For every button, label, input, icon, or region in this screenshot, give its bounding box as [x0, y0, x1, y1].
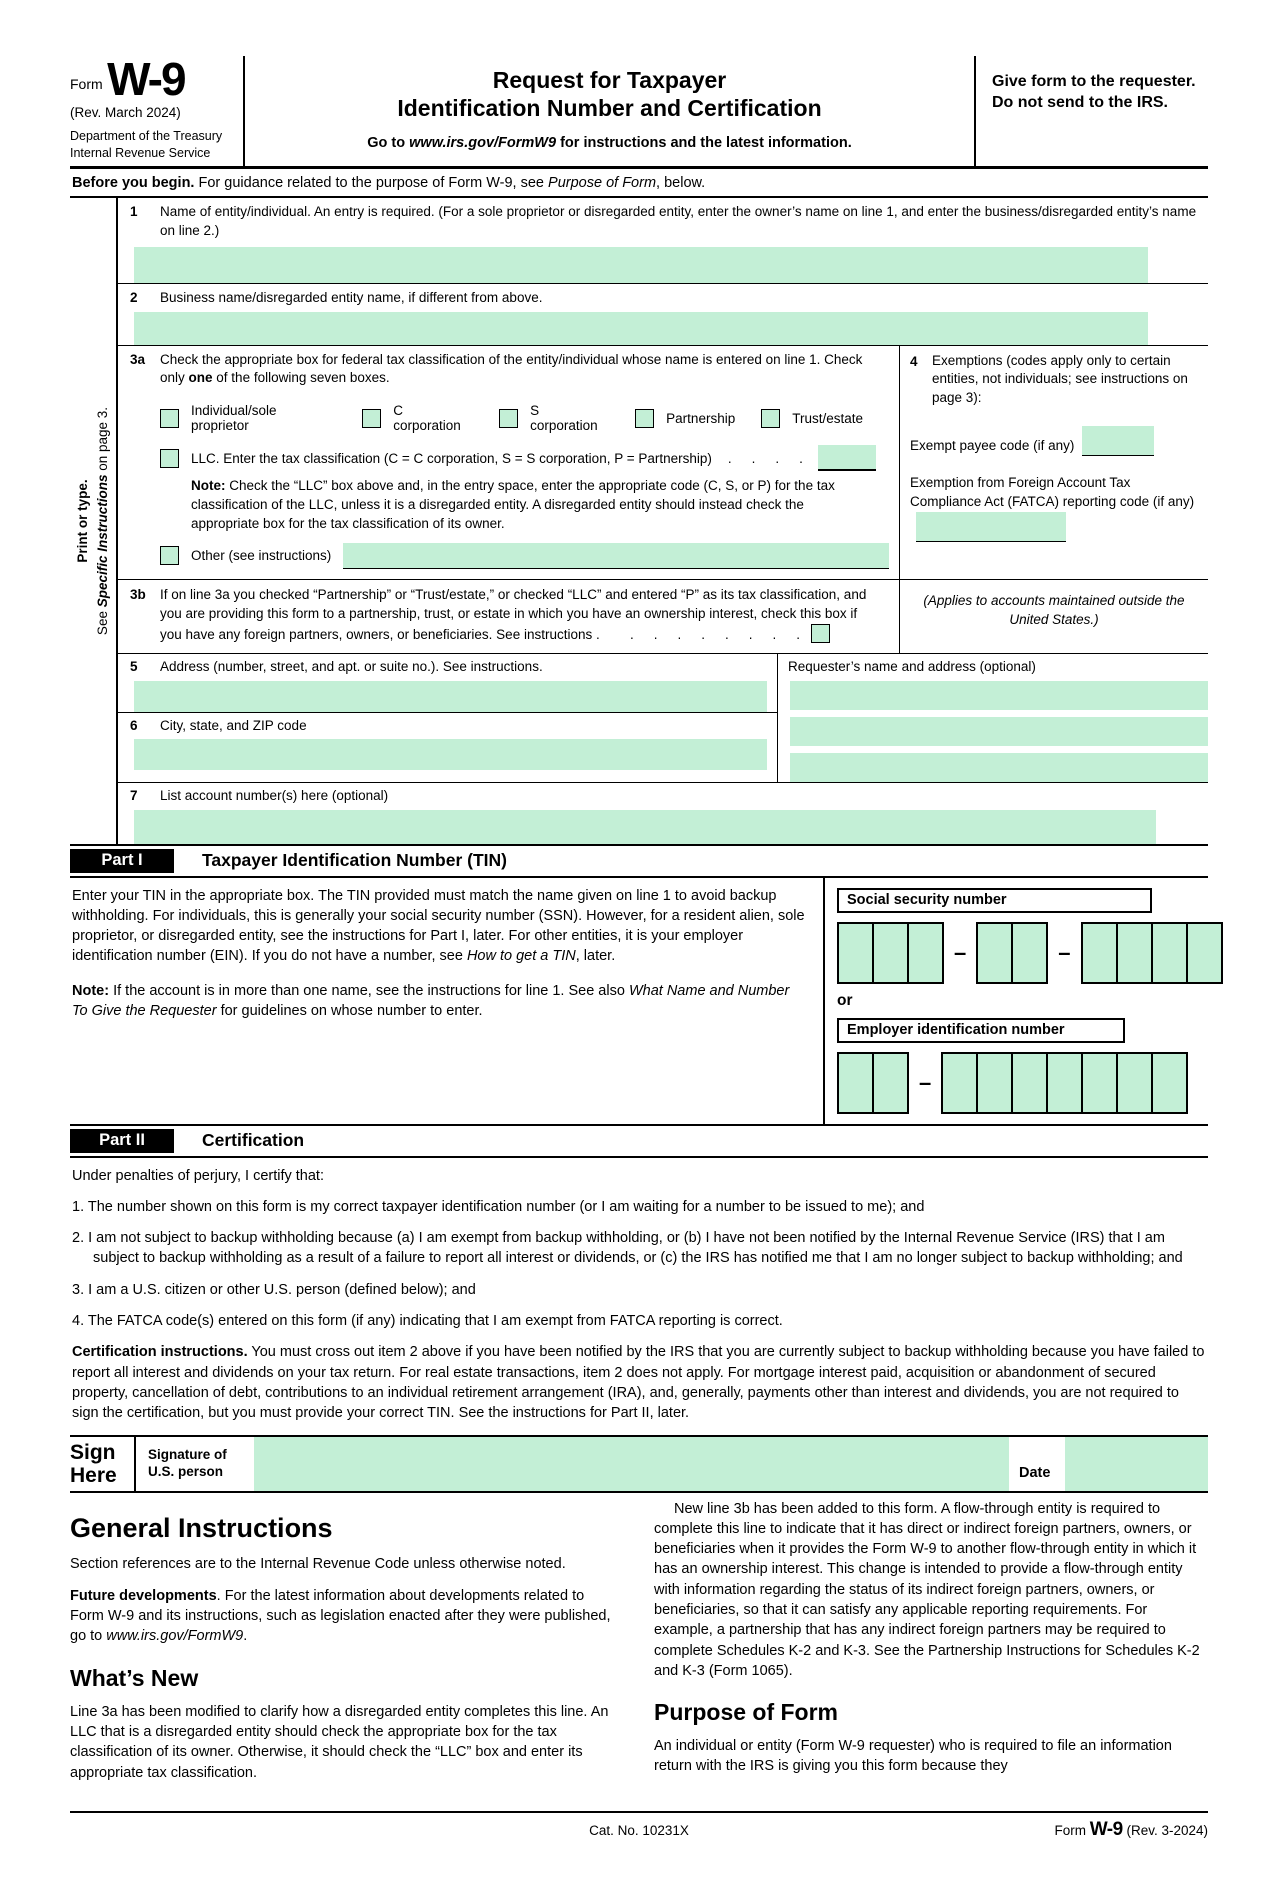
- sidebar-pre: See: [95, 606, 110, 635]
- footer-revision: (Rev. 3-2024): [1122, 1822, 1208, 1838]
- footer-form-word: Form: [1054, 1822, 1090, 1838]
- part2-body: [70, 1158, 1208, 1424]
- purpose-paragraph: An individual or entity (Form W-9 requester) who is required to file an information return with the IRS is giving you this form because they: [654, 1738, 1172, 1775]
- line3a-label: [160, 351, 889, 389]
- certification-item-4: 4. The FATCA code(s) entered on this form (if any) indicating that I am exempt from FATCA reporting is correct.: [72, 1313, 783, 1330]
- form-fields-area: [116, 198, 1208, 844]
- form-header: [70, 53, 1208, 169]
- ssn-digit-box[interactable]: [872, 922, 909, 984]
- how-to-get-tin-ref: How to get a TIN: [466, 948, 576, 965]
- tin-note-text: If the account is in more than one name, see the instructions for line 1. See also: [109, 982, 629, 999]
- ssn-digit-box[interactable]: [1081, 922, 1118, 984]
- other-checkbox[interactable]: [160, 546, 179, 565]
- new-line3b-paragraph: New line 3b has been added to this form. A flow-through entity is required to complete this line to indicate that it has direct or indirect foreign partners, owners, or beneficiaries when it provides the Form W-9 to another flow-through entity in which it has an ownership interest. This change is intended to provide a flow-through entity with information regarding the status of its indirect foreign partners, owners, or beneficiaries, so that it can satisfy any applicable reporting requirements. For example, a partnership that has any indirect foreign partners may be required to complete Schedules K-2 and K-3. See the Partnership Instructions for Schedules K-2 and K-3 (Form 1065).: [654, 1500, 1200, 1679]
- print-or-type-label: Print or type.: [74, 479, 90, 563]
- line5-number: 5: [130, 658, 138, 674]
- before-you-begin: [70, 169, 1208, 198]
- address-cells: [118, 654, 778, 782]
- requester-input-1[interactable]: [790, 681, 1208, 710]
- option-s-corporation[interactable]: [499, 403, 609, 433]
- c-corporation-label: C corporation: [393, 403, 461, 434]
- goto-instructions: [253, 135, 966, 151]
- tin-entry-area: [823, 878, 1208, 1124]
- line3a-cell: [118, 346, 900, 579]
- fatca-code-input[interactable]: [916, 512, 1066, 542]
- sign-here-label: [70, 1437, 134, 1491]
- signature-of-line2: U.S. person: [148, 1464, 224, 1480]
- line3a-label-pre: Check the appropriate box for federal tax classification of the entity/individual whose name is entered on line 1. Check only: [160, 351, 863, 386]
- goto-prefix: Go to: [367, 135, 410, 152]
- form-id-block: [70, 53, 245, 166]
- other-input[interactable]: [343, 543, 889, 569]
- footer-form-number: W-9: [1089, 1818, 1123, 1840]
- here-word: Here: [70, 1464, 117, 1488]
- sidebar-vertical-text: [73, 261, 114, 781]
- signature-of-label: [136, 1437, 254, 1491]
- fatca-label: Exemption from Foreign Account Tax Compliance Act (FATCA) reporting code (if any): [910, 475, 1195, 510]
- line3b-number: 3b: [130, 586, 146, 602]
- foreign-partners-checkbox[interactable]: [811, 624, 830, 643]
- ein-digit-box[interactable]: [1011, 1052, 1048, 1114]
- name-input[interactable]: [134, 247, 1148, 283]
- tin-note-end: for guidelines on whose number to enter.: [216, 1003, 483, 1020]
- date-input[interactable]: [1065, 1437, 1208, 1491]
- part1-header: [70, 844, 1208, 878]
- date-label: Date: [1019, 1464, 1051, 1481]
- ein-digit-box[interactable]: [1151, 1052, 1188, 1114]
- line7-row: [118, 783, 1208, 844]
- form-body: [70, 198, 1208, 844]
- address-section: [118, 654, 1208, 783]
- ein-digit-box[interactable]: [1046, 1052, 1083, 1114]
- applies-cell: [900, 580, 1208, 653]
- line3b-cell: [118, 580, 900, 653]
- ein-digit-row: [837, 1052, 1208, 1114]
- signature-of-line1: Signature of: [148, 1446, 227, 1462]
- ssn-digit-box[interactable]: [1116, 922, 1153, 984]
- line6-number: 6: [130, 717, 138, 733]
- s-corporation-label: S corporation: [530, 403, 598, 434]
- ein-group-2: [941, 1052, 1186, 1114]
- form-title-line1: Request for Taxpayer: [492, 67, 727, 93]
- ssn-dash: –: [954, 939, 967, 965]
- llc-label: LLC. Enter the tax classification (C = C corporation, S = S corporation, P = Partnership): [191, 450, 712, 466]
- line2-number: 2: [130, 289, 138, 305]
- line4-label: Exemptions (codes apply only to certain entities, not individuals; see instructions on page 3):: [932, 352, 1188, 406]
- line3b-label: [160, 586, 889, 645]
- form-number-line: [70, 53, 237, 105]
- cert-instructions-text: You must cross out item 2 above if you have been notified by the IRS that you are currently subject to backup withholding because you have failed to report all interest and dividends on your tax return. For real estate transactions, item 2 does not apply. For mortgage interest paid, acquisition or abandonment of secured property, cancellation of debt, contributions to an individual retirement arrangement (IRA), and, generally, payments other than interest and dividends, you are not required to sign the certification, but you must provide your correct TIN. See the instructions for Part II, later.: [72, 1344, 1205, 1422]
- partnership-label: Partnership: [666, 410, 736, 426]
- line7-number: 7: [130, 787, 138, 803]
- catalog-number: Cat. No. 10231X: [589, 1822, 689, 1838]
- line3b-text: If on line 3a you checked “Partnership” or “Trust/estate,” or checked “LLC” and entered “P” as its tax classification, and you are providing this form to a partnership, trust, or estate in which you have an ownership interest, check this box if you have any foreign partners, owners, or beneficiaries. See instructions .: [160, 586, 867, 642]
- or-label: or: [837, 991, 853, 1009]
- line2-row: [118, 284, 1208, 346]
- signature-input[interactable]: [254, 1437, 1009, 1491]
- individual-label: Individual/sole proprietor: [191, 403, 277, 434]
- line3a-modified-paragraph: Line 3a has been modified to clarify how a disregarded entity completes this line. An LLC that is a disregarded entity should check the appropriate box for the tax classification of its owner. Otherwise, it should check the “LLC” box and enter its appropriate tax classification.: [70, 1703, 609, 1781]
- form-reference: [1055, 1819, 1209, 1841]
- form-number: W-9: [107, 53, 185, 105]
- ssn-dash: –: [1058, 939, 1071, 965]
- ein-digit-box[interactable]: [976, 1052, 1013, 1114]
- line5-label: Address (number, street, and apt. or suite no.). See instructions.: [160, 658, 543, 674]
- before-text: For guidance related to the purpose of Form W-9, see: [194, 174, 549, 191]
- instructions-right-column: [654, 1499, 1208, 1795]
- fatca-line: [910, 474, 1196, 542]
- option-trust-estate[interactable]: [761, 409, 863, 428]
- certification-instructions: [72, 1342, 1208, 1423]
- specific-instructions-ref: Specific Instructions: [95, 474, 110, 607]
- section-references-paragraph: Section references are to the Internal Revenue Code unless otherwise noted.: [70, 1555, 566, 1572]
- option-other: [160, 543, 889, 569]
- requester-cell: [778, 654, 1208, 782]
- requester-label: Requester’s name and address (optional): [788, 658, 1036, 674]
- purpose-of-form-title: Purpose of Form: [654, 1699, 839, 1726]
- part2-header: [70, 1124, 1208, 1158]
- exempt-payee-code-input[interactable]: [1082, 426, 1154, 456]
- note-text: Check the “LLC” box above and, in the entry space, enter the appropriate code (C, S, or P) for the tax classification of the LLC, unless it is a disregarded entity. A disregarded entity should instead check the appropriate box for the tax classification of its owner.: [191, 478, 835, 532]
- ssn-group-1: [837, 922, 942, 984]
- line5-row: [118, 654, 777, 713]
- applies-note: (Applies to accounts maintained outside the United States.): [923, 592, 1185, 627]
- ein-group-1: [837, 1052, 907, 1114]
- option-c-corporation[interactable]: [362, 403, 473, 433]
- individual-checkbox[interactable]: [160, 409, 179, 428]
- line3b-dot-leader: . . . . . . . .: [615, 626, 802, 642]
- tin-note-bold: Note:: [72, 982, 110, 999]
- llc-note: [191, 477, 859, 534]
- line3a-label-one: one: [188, 370, 213, 386]
- sidebar-post: on page 3.: [95, 406, 110, 475]
- before-end: , below.: [656, 174, 706, 191]
- part1-title: Taxpayer Identification Number (TIN): [202, 850, 507, 871]
- line1-label: Name of entity/individual. An entry is required. (For a sole proprietor or disregarded entity, enter the owner’s name on line 1, and enter the business/disregarded entity’s name on line 2.): [160, 203, 1197, 238]
- ein-digit-box[interactable]: [1116, 1052, 1153, 1114]
- form-title-block: [245, 56, 976, 166]
- llc-checkbox[interactable]: [160, 449, 179, 468]
- department-line: [70, 128, 237, 162]
- future-developments-text: . For the latest information about developments related to Form W-9 and its instructions, such as legislation enacted after they were published, go to: [70, 1587, 611, 1645]
- form-word: Form: [70, 76, 103, 92]
- instructions-section: [70, 1499, 1208, 1795]
- department-name: Department of the Treasury: [70, 129, 223, 144]
- line3a-label-post: of the following seven boxes.: [212, 370, 390, 386]
- option-partnership[interactable]: [635, 409, 735, 428]
- other-label: Other (see instructions): [191, 548, 332, 564]
- line6-row: [118, 713, 777, 771]
- city-state-zip-input[interactable]: [134, 739, 767, 770]
- goto-suffix: for instructions and the latest information.: [556, 135, 852, 152]
- instructions-left-column: [70, 1499, 618, 1795]
- before-bold: Before you begin.: [72, 174, 195, 191]
- business-name-input[interactable]: [134, 312, 1148, 345]
- ein-digit-box[interactable]: [837, 1052, 874, 1114]
- tin-text: Enter your TIN in the appropriate box. The TIN provided must match the name given on line 1 to avoid backup withholding. For individuals, this is generally your social security number (SSN). However, for a resident alien, sole proprietor, or disregarded entity, see the instructions for Part I, later. For other entities, it is your employer identification number (EIN). If you do not have a number, see: [72, 887, 805, 965]
- cert-instructions-bold: Certification instructions.: [72, 1344, 248, 1361]
- account-numbers-input[interactable]: [134, 810, 1156, 844]
- agency-name: Internal Revenue Service: [70, 145, 211, 160]
- requester-input-2[interactable]: [790, 717, 1208, 746]
- future-developments-bold: Future developments: [70, 1587, 217, 1604]
- tin-text-end: , later.: [575, 948, 616, 965]
- ein-dash: –: [919, 1069, 932, 1095]
- ssn-digit-box[interactable]: [837, 922, 874, 984]
- option-llc: [160, 445, 889, 471]
- part1-body: [70, 878, 1208, 1124]
- certification-intro: Under penalties of perjury, I certify that:: [72, 1167, 324, 1184]
- certification-item-3: 3. I am a U.S. citizen or other U.S. person (defined below); and: [72, 1281, 476, 1298]
- whats-new-title: What’s New: [70, 1664, 199, 1691]
- irs-url-ref[interactable]: www.irs.gov/FormW9: [106, 1628, 244, 1645]
- certification-item-2: 2. I am not subject to backup withholding because (a) I am exempt from backup withholding, or (b) I have not been notified by the Internal Revenue Service (IRS) that I am subject to backup withholding as a result of a failure to report all interest or dividends, or (c) the IRS has notified me that I am no longer subject to backup withholding; and: [72, 1230, 1183, 1267]
- tin-note-paragraph: [72, 981, 807, 1022]
- give-form-notice: Give form to the requester. Do not send to the IRS.: [992, 73, 1196, 111]
- line7-label: List account number(s) here (optional): [160, 787, 389, 803]
- trust-estate-checkbox[interactable]: [761, 409, 780, 428]
- line4-number: 4: [910, 353, 918, 369]
- line1-row: [118, 198, 1208, 284]
- part1-text: [70, 878, 823, 1124]
- exempt-payee-line: [910, 426, 1196, 456]
- line3a-number: 3a: [130, 351, 146, 367]
- certification-item-1: 1. The number shown on this form is my correct taxpayer identification number (or I am waiting for a number to be issued to me); and: [72, 1198, 925, 1215]
- llc-classification-input[interactable]: [818, 445, 876, 471]
- irs-url-link[interactable]: www.irs.gov/FormW9: [409, 135, 557, 152]
- ssn-group-3: [1081, 922, 1221, 984]
- print-or-type-sidebar: [70, 198, 116, 844]
- part1-badge: Part I: [70, 849, 174, 873]
- ssn-digit-box[interactable]: [1151, 922, 1188, 984]
- future-developments-end: .: [243, 1628, 248, 1645]
- form-title-line2: Identification Number and Certification: [397, 95, 822, 122]
- ssn-group-2: [976, 922, 1046, 984]
- line4-cell: [900, 346, 1208, 579]
- ssn-digit-box[interactable]: [976, 922, 1013, 984]
- partnership-checkbox[interactable]: [635, 409, 654, 428]
- c-corporation-checkbox[interactable]: [362, 409, 381, 428]
- line3b-section: [118, 580, 1208, 654]
- line6-label: City, state, and ZIP code: [160, 717, 307, 733]
- llc-dot-leader: . . . .: [727, 450, 804, 466]
- requester-input-3[interactable]: [790, 753, 1208, 782]
- tax-classification-options: [160, 403, 889, 433]
- what-name-ref: What Name and Number To Give the Requester: [72, 982, 790, 1020]
- purpose-of-form-ref: Purpose of Form: [548, 174, 657, 191]
- line1-number: 1: [130, 203, 138, 219]
- ein-digit-box[interactable]: [1081, 1052, 1118, 1114]
- option-individual[interactable]: [160, 403, 336, 433]
- trust-estate-label: Trust/estate: [792, 410, 863, 426]
- ein-label: Employer identification number: [837, 1018, 1125, 1043]
- ssn-digit-row: [837, 922, 1208, 984]
- line3a-line4-section: [118, 346, 1208, 580]
- general-instructions-title: General Instructions: [70, 1512, 333, 1543]
- form-title: [253, 66, 966, 122]
- tin-paragraph: [72, 886, 807, 967]
- line2-label: Business name/disregarded entity name, if different from above.: [160, 289, 543, 305]
- sign-here-section: [70, 1435, 1208, 1493]
- form-revision: (Rev. March 2024): [70, 105, 181, 121]
- ssn-label: Social security number: [837, 888, 1152, 913]
- ssn-digit-box[interactable]: [907, 922, 944, 984]
- ein-digit-box[interactable]: [872, 1052, 909, 1114]
- address-input[interactable]: [134, 681, 767, 712]
- see-instructions-label: [93, 261, 113, 781]
- sign-word: Sign: [70, 1440, 116, 1464]
- part2-title: Certification: [202, 1130, 305, 1151]
- future-developments-paragraph: [70, 1586, 618, 1647]
- ein-digit-box[interactable]: [941, 1052, 978, 1114]
- ssn-digit-box[interactable]: [1186, 922, 1223, 984]
- s-corporation-checkbox[interactable]: [499, 409, 518, 428]
- ssn-digit-box[interactable]: [1011, 922, 1048, 984]
- note-bold: Note:: [191, 478, 226, 494]
- exempt-payee-label: Exempt payee code (if any): [910, 438, 1075, 454]
- page-footer: [70, 1811, 1208, 1878]
- part2-badge: Part II: [70, 1129, 174, 1153]
